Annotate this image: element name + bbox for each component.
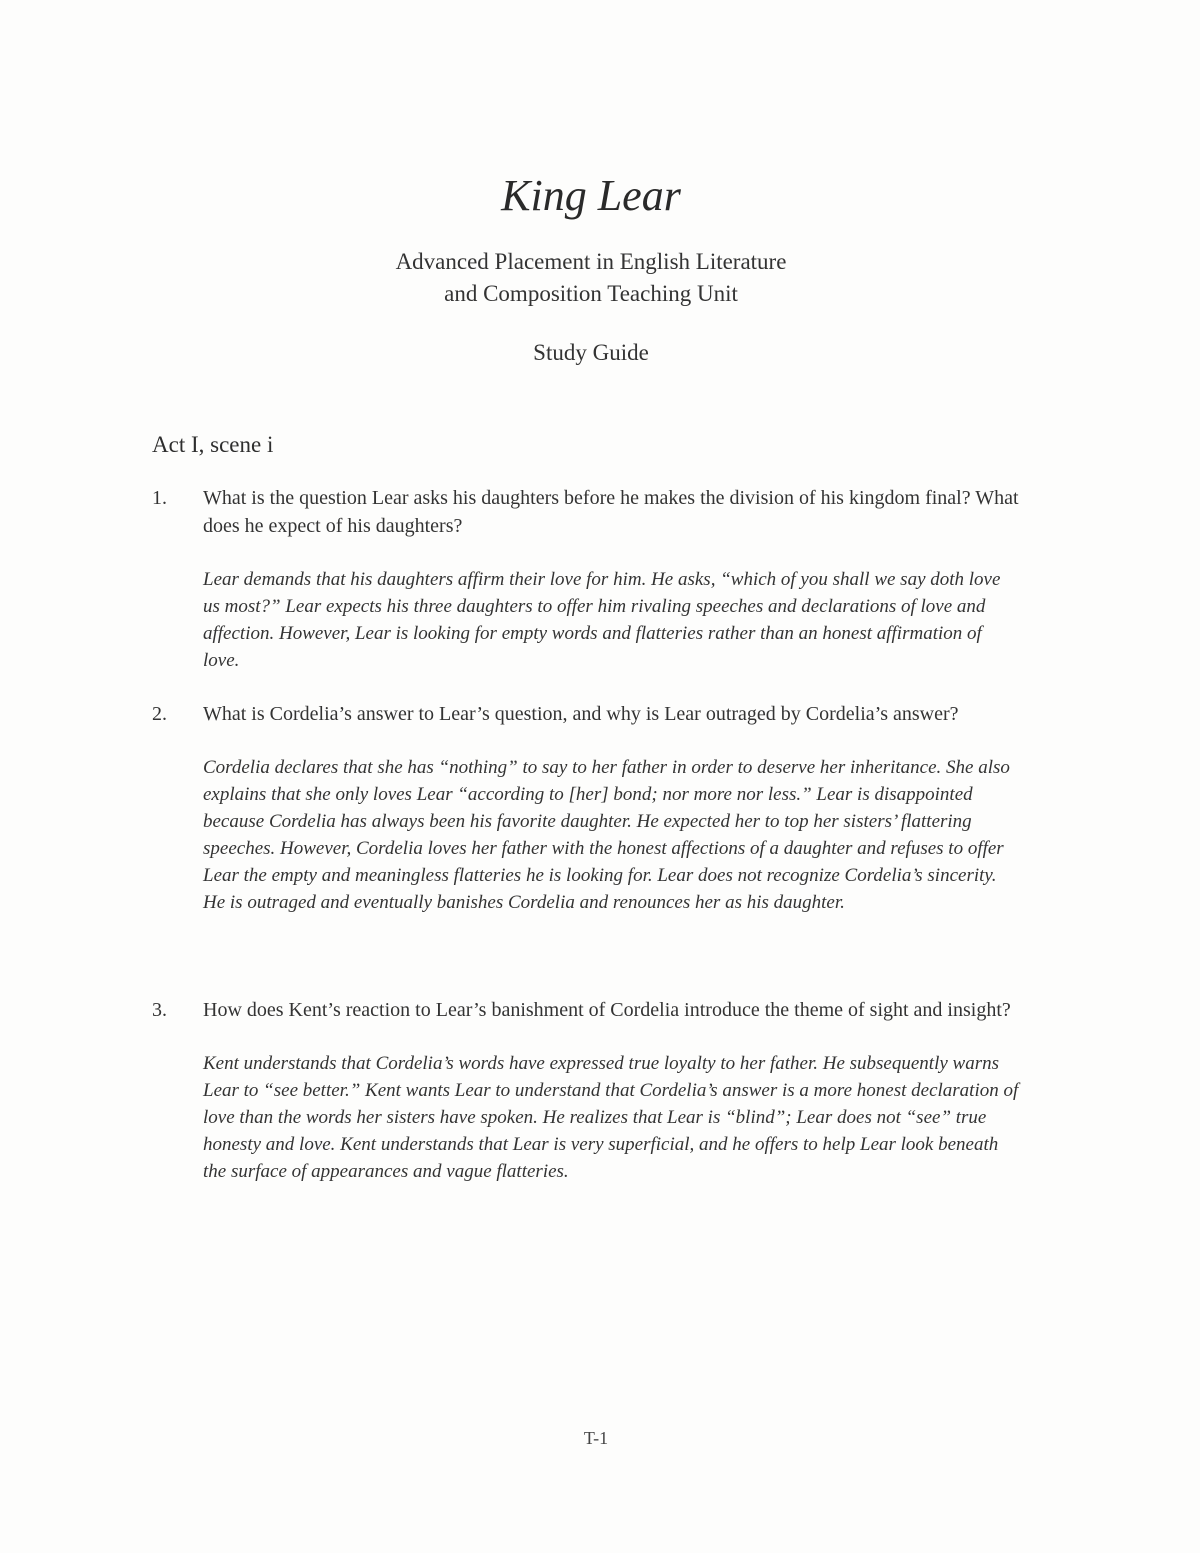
page-number: T-1: [583, 1428, 609, 1448]
question-text: What is the question Lear asks his daughters before he makes the division of his kingdom final? What does he expect of his daughters?: [203, 487, 1019, 537]
question-number: 1.: [152, 487, 167, 509]
document-title: King Lear: [501, 171, 681, 220]
question-number: 2.: [152, 703, 167, 725]
subtitle-line-2: and Composition Teaching Unit: [444, 281, 738, 306]
subtitle-line-1: Advanced Placement in English Literature: [395, 249, 787, 274]
question-text: How does Kent’s reaction to Lear’s banishment of Cordelia introduce the theme of sight and insight?: [203, 999, 1011, 1021]
answer-text: Kent understands that Cordelia’s words have expressed true loyalty to her father. He subsequently warns Lear to “see better.” Kent wants Lear to understand that Cordelia’s answer is a more honest declaration of love than the words her sisters have spoken. He realizes that Lear is “blind”; Lear does not “see” true honesty and love. Kent understands that Lear is very superficial, and he offers to help Lear look beneath the surface of appearances and vague flatteries.: [203, 1053, 1019, 1182]
question-number: 3.: [152, 999, 167, 1021]
section-heading: Act I, scene i: [152, 432, 274, 457]
document-subtitle: [0, 246, 1182, 310]
answer-text: Lear demands that his daughters affirm their love for him. He asks, “which of you shall we say doth love us most?” Lear expects his three daughters to offer him rivaling speeches and declarations of love and affection. However, Lear is looking for empty words and flatteries rather than an honest affirmation of love.: [203, 569, 1001, 671]
question-item-2: [152, 700, 1022, 916]
question-item-1: [152, 484, 1022, 674]
question-text: What is Cordelia’s answer to Lear’s question, and why is Lear outraged by Cordelia’s answer?: [203, 703, 959, 725]
answer-text: Cordelia declares that she has “nothing” to say to her father in order to deserve her inheritance. She also explains that she only loves Lear “according to [her] bond; nor more nor less.” Lear is disappointed because Cordelia has always been his favorite daughter. He expected her to top her sisters’ flattering speeches. However, Cordelia loves her father with the honest affections of a daughter and refuses to offer Lear the empty and meaningless flatteries he is looking for. Lear does not recognize Cordelia’s sincerity. He is outraged and eventually banishes Cordelia and renounces her as his daughter.: [203, 757, 1010, 913]
study-guide-heading: Study Guide: [533, 340, 649, 365]
question-item-3: [152, 996, 1022, 1185]
